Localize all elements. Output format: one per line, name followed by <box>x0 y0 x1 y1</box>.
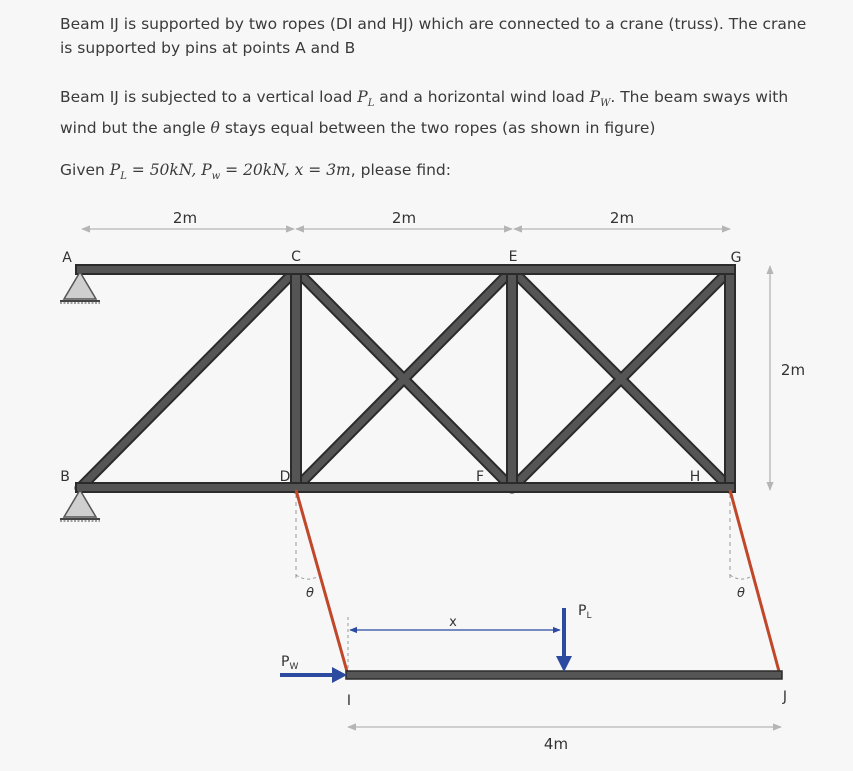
top-chord <box>76 265 735 274</box>
node-j-label: J <box>782 689 788 705</box>
node-d-label: D <box>279 469 291 485</box>
dim-x-label: x <box>449 615 457 630</box>
theta-left-label: θ <box>306 586 314 601</box>
paragraph-2-mid2: . The beam sways with wind but the angle <box>60 88 789 138</box>
node-f-label: F <box>475 469 485 485</box>
angle-arc-right <box>730 575 750 579</box>
paragraph-2-mid: and a horizontal wind load <box>374 88 590 106</box>
node-h-label: H <box>689 469 701 485</box>
x-dimension <box>348 615 560 668</box>
pw-symbol: $P_W$ <box>589 88 611 110</box>
member-bc <box>80 270 296 488</box>
rope-hj <box>730 490 780 675</box>
theta-symbol: θ <box>210 119 220 138</box>
node-i-label: I <box>346 693 352 709</box>
beam-ij <box>346 671 782 679</box>
truss <box>76 265 735 492</box>
rope-di <box>296 490 348 675</box>
given-math: $P_L = 50kN$, $P_w = 20kN$, x = 3m <box>109 161 351 183</box>
given-prefix: Given <box>60 161 110 179</box>
dim-bottom: 4m <box>543 735 569 753</box>
load-pl-label: $P_L$ <box>578 603 592 621</box>
load-pl-arrow <box>556 608 572 672</box>
right-dimension <box>770 266 805 490</box>
load-pw-label: $P_W$ <box>281 654 299 672</box>
paragraph-2-suffix: stays equal between the two ropes (as shown in figure) <box>219 119 656 138</box>
dim-top-3: 2m <box>609 209 635 227</box>
node-g-label: G <box>730 250 742 266</box>
pin-support-a <box>60 272 100 303</box>
paragraph-1-text: Beam IJ is supported by two ropes (DI and HJ) which are connected to a crane (truss). The crane is supported by pins at points A and B <box>60 15 807 57</box>
angle-arc-left <box>296 575 317 579</box>
pin-support-b <box>60 490 100 521</box>
theta-right-label: θ <box>737 586 745 601</box>
node-b-label: B <box>60 469 70 485</box>
node-e-label: E <box>508 249 518 265</box>
member-cd <box>291 268 301 490</box>
bottom-chord <box>76 483 735 492</box>
dim-top-2: 2m <box>391 209 417 227</box>
dim-top-1: 2m <box>172 209 198 227</box>
given-suffix: , please find: <box>350 161 451 179</box>
member-ef <box>507 268 517 490</box>
bottom-dimension <box>348 727 781 753</box>
paragraph-2-prefix: Beam IJ is subjected to a vertical load <box>60 88 358 106</box>
top-dimensions <box>82 209 730 229</box>
member-gh <box>725 268 735 490</box>
pl-symbol: $P_L$ <box>357 88 375 110</box>
dim-right: 2m <box>780 361 806 379</box>
node-c-label: C <box>291 249 301 265</box>
node-a-label: A <box>62 250 72 266</box>
